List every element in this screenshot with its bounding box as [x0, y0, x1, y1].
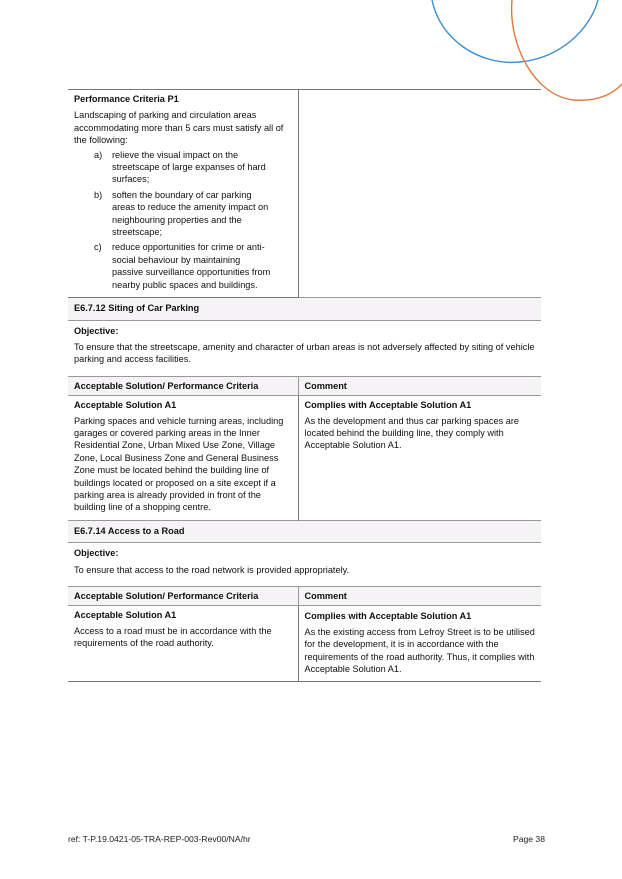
- objective-cell: [68, 320, 541, 376]
- list-item-text: reduce opportunities for crime or anti-social behaviour by maintaining passive surveillance opportunities from nearby public spaces and buildings.: [112, 242, 271, 290]
- comment-text: As the development and thus car parking spaces are located behind the building line, they comply with Acceptable Solution A1.: [304, 415, 520, 451]
- comment-text: As the existing access from Lefroy Street is to be utilised for the development, it is in accordance with the requirements of the road authority. Thus, it complies with Acceptable Solution A1.: [304, 626, 535, 675]
- column-header-row: [68, 376, 541, 395]
- objective-text: To ensure that the streetscape, amenity and character of urban areas is not adversely affected by siting of vehicle parking and access facilities.: [74, 341, 535, 365]
- p1-row: [68, 90, 541, 298]
- list-item-label: b): [94, 189, 103, 200]
- solution-text: Parking spaces and vehicle turning areas, including garages or covered parking areas in the Inner Residential Zone, Urban Mixed Use Zone, Village Zone, Local Business Zone and General Business Zone must be located behind the building line of buildings located or proposed on a site except if a parking area is already provided in front of the building line of a shopping centre.: [74, 415, 284, 513]
- comment-cell: [298, 396, 541, 521]
- objective-label: Objective:: [74, 325, 119, 336]
- solution-cell: [68, 396, 298, 521]
- objective-cell: [68, 543, 541, 587]
- objective-text: To ensure that access to the road network is provided appropriately.: [74, 564, 350, 575]
- p1-comment-cell: [298, 90, 541, 298]
- section-heading: E6.7.14 Access to a Road: [68, 520, 541, 542]
- comment-cell: [298, 606, 541, 682]
- p1-cell: [68, 90, 298, 298]
- section-heading-row: [68, 298, 541, 320]
- list-item: [74, 149, 292, 186]
- column-header-solution: Acceptable Solution/ Performance Criteria: [68, 587, 298, 606]
- objective-row: [68, 543, 541, 587]
- solution-cell: [68, 606, 298, 682]
- orange-arc: [512, 0, 622, 100]
- comment-title: Complies with Acceptable Solution A1: [304, 611, 472, 622]
- list-item-text: soften the boundary of car parking areas to reduce the amenity impact on neighbouring properties and the streetscape;: [112, 189, 269, 238]
- column-header-row: [68, 587, 541, 606]
- planning-table: [68, 89, 541, 682]
- list-item-text: relieve the visual impact on the streetscape of large expanses of hard surfaces;: [112, 149, 266, 185]
- comment-title: Complies with Acceptable Solution A1: [304, 400, 472, 411]
- column-header-solution: Acceptable Solution/ Performance Criteria: [68, 376, 298, 395]
- solution-title: Acceptable Solution A1: [74, 400, 177, 411]
- section-heading: E6.7.12 Siting of Car Parking: [68, 298, 541, 320]
- column-header-comment: Comment: [298, 587, 541, 606]
- footer-reference: ref: T-P.19.0421-05-TRA-REP-003-Rev00/NA/hr: [68, 834, 251, 844]
- list-item: [74, 189, 292, 239]
- p1-title: Performance Criteria P1: [74, 94, 179, 104]
- p1-criteria-list: [74, 149, 292, 291]
- solution-row: [68, 606, 541, 682]
- page-number: Page 38: [512, 834, 545, 844]
- list-item-label: c): [94, 242, 102, 253]
- solution-text: Access to a road must be in accordance with the requirements of the road authority.: [74, 625, 272, 649]
- solution-row: [68, 396, 541, 521]
- objective-label: Objective:: [74, 548, 119, 559]
- blue-arc: [432, 0, 598, 62]
- column-header-comment: Comment: [298, 376, 541, 395]
- list-item-label: a): [94, 149, 103, 160]
- section-heading-row: [68, 520, 541, 542]
- list-item: [74, 241, 292, 291]
- p1-intro: Landscaping of parking and circulation areas accommodating more than 5 cars must satisfy all of the following:: [74, 110, 284, 146]
- solution-title: Acceptable Solution A1: [74, 610, 177, 621]
- objective-row: [68, 320, 541, 376]
